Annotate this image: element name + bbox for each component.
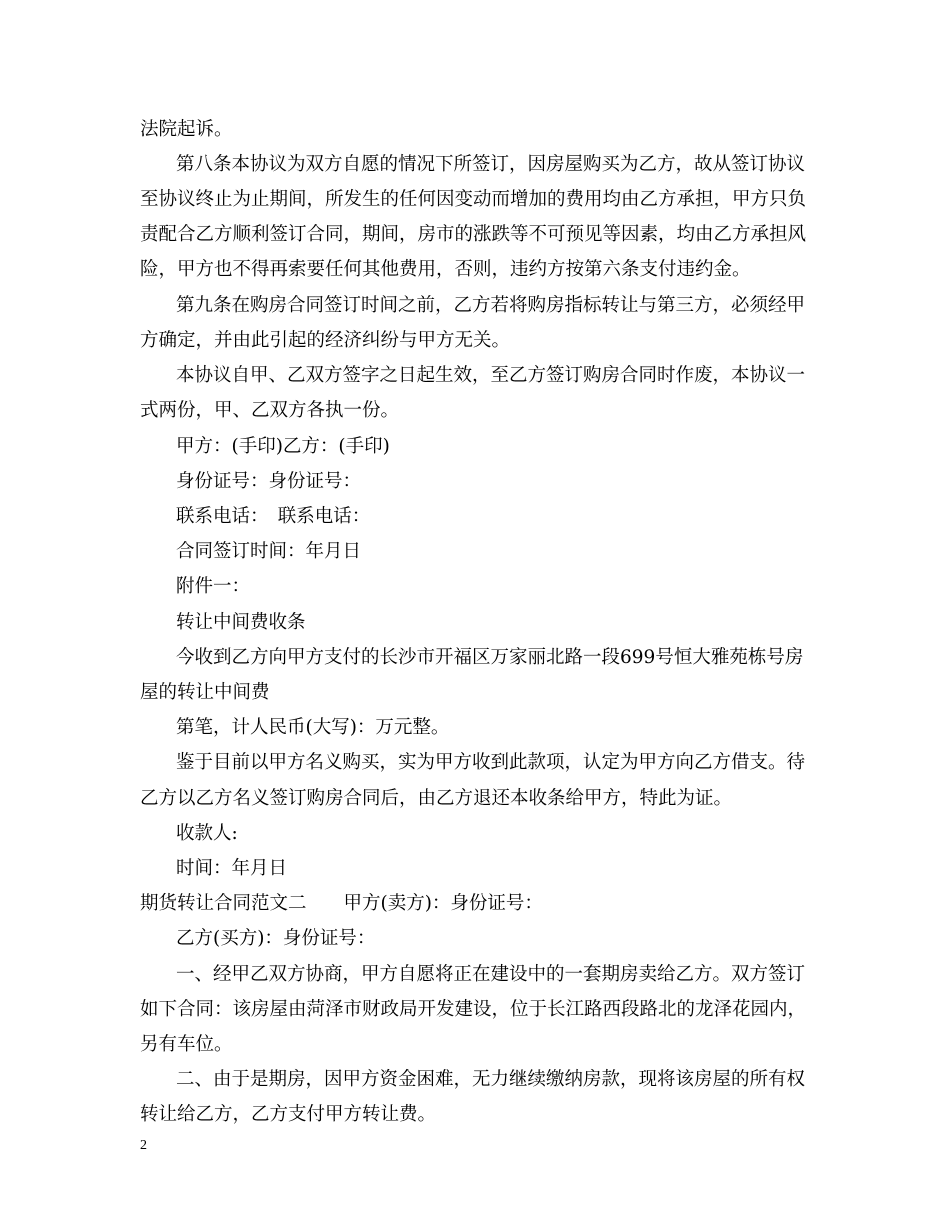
text-line: 至协议终止为止期间，所发生的任何因变动而增加的费用均由乙方承担，甲方只负 — [140, 189, 807, 210]
text-line: 今收到乙方向甲方支付的长沙市开福区万家丽北路一段699号恒大雅苑栋号房 — [176, 647, 804, 668]
text-line: 期货转让合同范文二 甲方(卖方)：身份证号： — [140, 893, 543, 914]
text-line: 鉴于目前以甲方名义购买，实为甲方收到此款项，认定为甲方向乙方借支。待 — [176, 752, 806, 773]
text-line: 第笔，计人民币(大写)：万元整。 — [176, 717, 450, 738]
text-line: 方确定，并由此引起的经济纠纷与甲方无关。 — [140, 330, 511, 351]
text-line: 另有车位。 — [140, 1034, 233, 1055]
text-line: 第九条在购房合同签订时间之前，乙方若将购房指标转让与第三方，必须经甲 — [176, 295, 806, 316]
text-line: 本协议自甲、乙双方签字之日起生效，至乙方签订购房合同时作废，本协议一 — [176, 365, 806, 386]
text-line: 甲方：(手印)乙方：(手印) — [176, 436, 390, 457]
text-line: 联系电话： 联系电话： — [176, 506, 371, 527]
text-line: 乙方以乙方名义签订购房合同后，由乙方退还本收条给甲方，特此为证。 — [140, 788, 733, 809]
text-line: 式两份，甲、乙双方各执一份。 — [140, 400, 400, 421]
text-line: 第八条本协议为双方自愿的情况下所签订，因房屋购买为乙方，故从签订协议 — [176, 154, 806, 175]
text-line: 如下合同：该房屋由菏泽市财政局开发建设，位于长江路西段路北的龙泽花园内， — [140, 999, 807, 1020]
text-line: 转让给乙方，乙方支付甲方转让费。 — [140, 1104, 437, 1125]
text-line: 乙方(买方)：身份证号： — [176, 928, 376, 949]
text-line: 一、经甲乙双方协商，甲方自愿将正在建设中的一套期房卖给乙方。双方签订 — [176, 964, 806, 985]
text-line: 转让中间费收条 — [176, 612, 306, 633]
text-line: 责配合乙方顺利签订合同，期间，房市的涨跌等不可预见等因素，均由乙方承担风 — [140, 224, 807, 245]
text-line: 身份证号：身份证号： — [176, 471, 362, 492]
text-line: 险，甲方也不得再索要任何其他费用，否则，违约方按第六条支付违约金。 — [140, 259, 751, 280]
text-line: 附件一： — [176, 576, 251, 597]
text-line: 时间：年月日 — [176, 858, 288, 879]
text-line: 二、由于是期房，因甲方资金困难，无力继续缴纳房款，现将该房屋的所有权 — [176, 1069, 806, 1090]
page-number: 2 — [140, 1138, 147, 1153]
text-line: 屋的转让中间费 — [140, 682, 270, 703]
text-line: 法院起诉。 — [140, 119, 233, 140]
text-line: 合同签订时间：年月日 — [176, 541, 362, 562]
text-line: 收款人: — [176, 823, 238, 844]
